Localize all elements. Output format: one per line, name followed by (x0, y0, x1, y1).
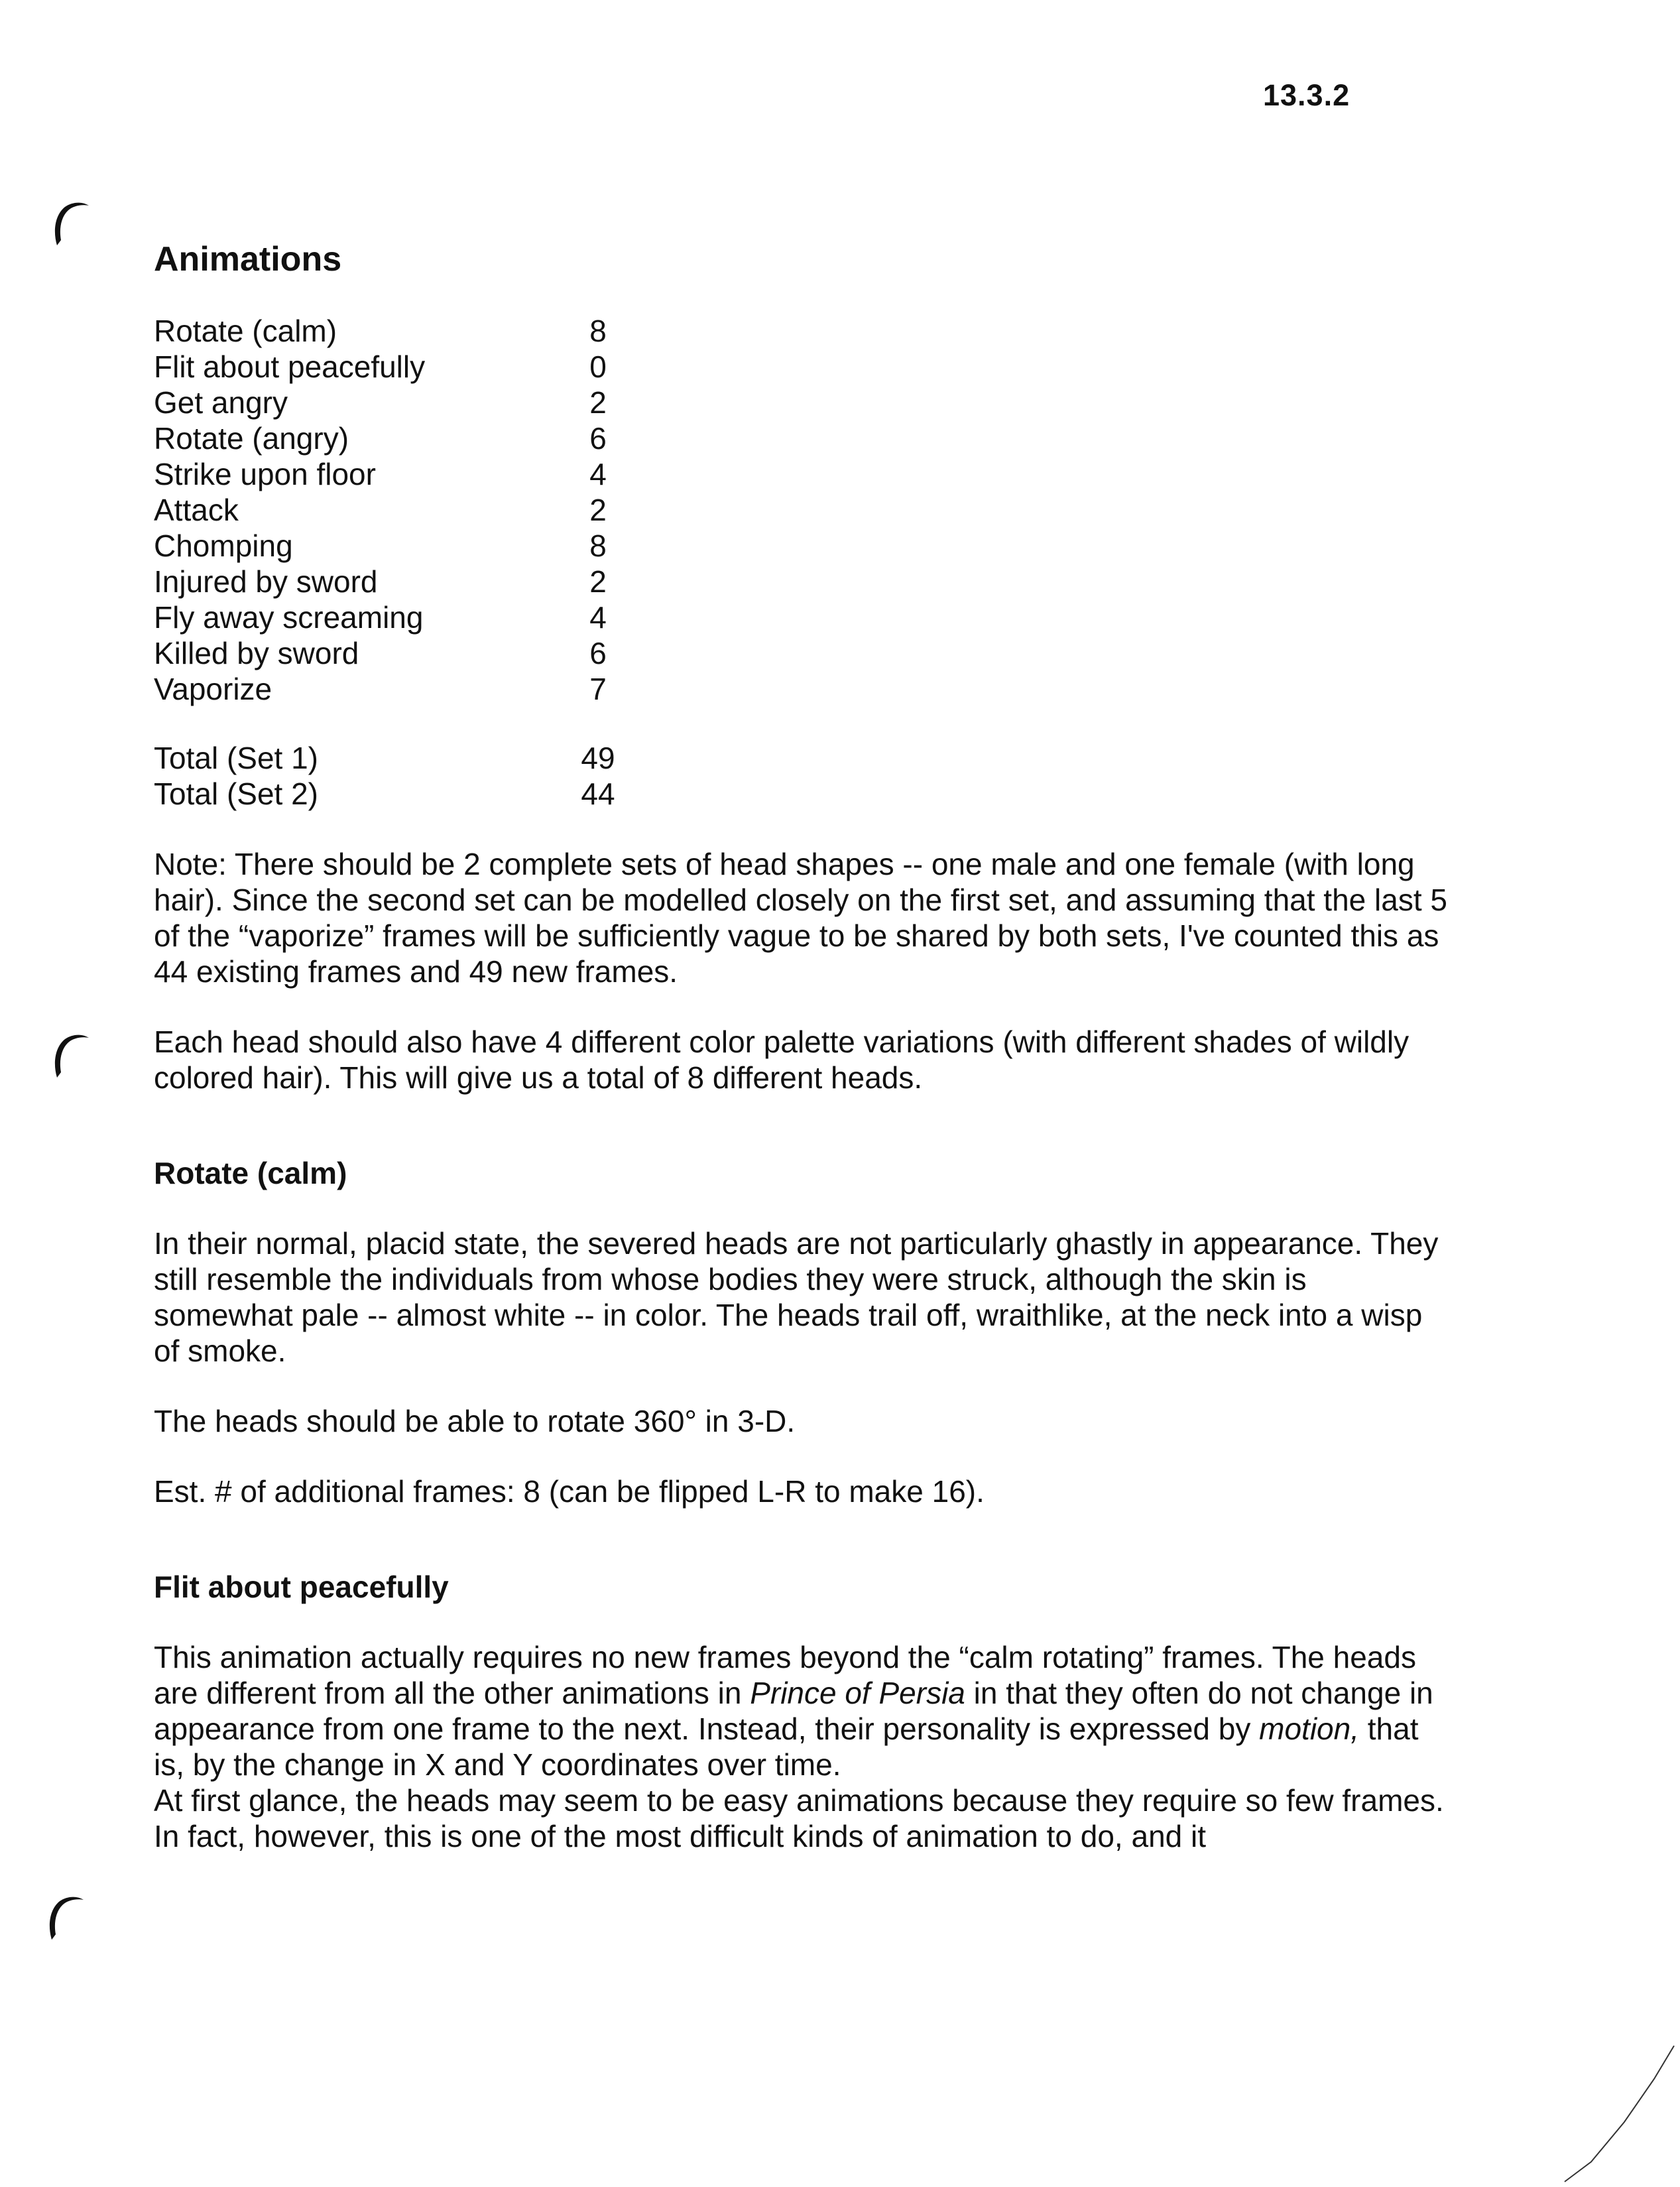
punch-hole-top-icon (52, 199, 91, 249)
punch-hole-middle-icon (52, 1031, 91, 1081)
frame-count: 8 (589, 529, 607, 564)
row-label: Rotate (calm) (154, 314, 337, 349)
corner-pen-stroke-icon (1545, 2042, 1677, 2185)
rotate-calm-frame-estimate: Est. # of additional frames: 8 (can be flipped L-R to make 16). (154, 1474, 985, 1509)
row-label: Vaporize (154, 672, 272, 707)
frame-count: 7 (589, 672, 607, 707)
frame-count: 0 (589, 349, 607, 385)
flit-difficulty-paragraph: At first glance, the heads may seem to be easy animations because they require so few frames. In fact, however, this is one of the most difficult kinds of animation to do, and it (154, 1783, 1444, 1854)
animation-row (154, 564, 618, 599)
row-label: Strike upon floor (154, 457, 376, 492)
animation-row (154, 528, 618, 564)
flit-text-part-a: This animation actually requires no new frames beyond the “calm rotating” frames. The heads are different from all the other animations in (154, 1640, 1416, 1711)
animation-row (154, 349, 618, 385)
animation-row (154, 599, 618, 635)
animation-row (154, 456, 618, 492)
rotate-calm-description: In their normal, placid state, the severed heads are not particularly ghastly in appearance. They still resemble the individuals from whose bodies they were struck, although the skin is somewhat pale -- almost white -- in color. The heads trail off, wraithlike, at the neck into a wisp of smoke. (154, 1226, 1439, 1369)
row-label: Attack (154, 493, 239, 528)
animation-row (154, 492, 618, 528)
total-rows (154, 740, 618, 812)
row-label: Rotate (angry) (154, 421, 349, 456)
animation-row (154, 420, 618, 456)
animation-frames-table (154, 313, 618, 707)
animation-row (154, 385, 618, 420)
frame-count: 6 (589, 636, 607, 671)
punch-hole-bottom-icon (46, 1893, 86, 1943)
row-label: Injured by sword (154, 564, 378, 599)
row-label: Chomping (154, 529, 293, 564)
animation-rows (154, 313, 618, 707)
row-label: Total (Set 2) (154, 777, 318, 812)
frame-count: 44 (581, 777, 615, 812)
animation-row (154, 635, 618, 671)
flit-text-part-b: in that they often do not change in appearance from one frame to the next. Instead, their personality is expressed by (154, 1676, 1433, 1747)
frame-count: 4 (589, 600, 607, 635)
row-label: Total (Set 1) (154, 741, 318, 776)
flit-text-part-c: that is, by the change in X and Y coordinates over time. (154, 1712, 1419, 1782)
game-title-emphasis: Prince of Persia (750, 1676, 965, 1711)
page-number: 13.3.2 (1263, 78, 1350, 112)
row-label: Fly away screaming (154, 600, 424, 635)
totals-table (154, 740, 618, 812)
frame-count: 8 (589, 314, 607, 349)
rotate-calm-heading: Rotate (calm) (154, 1156, 347, 1191)
palette-paragraph: Each head should also have 4 different color palette variations (with different shades of wildly colored hair). This will give us a total of 8 different heads. (154, 1025, 1410, 1095)
total-row (154, 740, 618, 776)
document-body (154, 239, 1480, 1854)
frame-count: 2 (589, 493, 607, 528)
animation-row (154, 671, 618, 707)
rotate-calm-3d-note: The heads should be able to rotate 360° in 3-D. (154, 1404, 796, 1439)
frame-count: 2 (589, 564, 607, 599)
motion-emphasis: motion, (1259, 1712, 1359, 1747)
animation-row (154, 313, 618, 349)
total-row (154, 776, 618, 812)
row-label: Killed by sword (154, 636, 359, 671)
section-title: Animations (154, 240, 342, 279)
frame-count: 4 (589, 457, 607, 492)
flit-heading: Flit about peacefully (154, 1570, 449, 1605)
frame-count: 6 (589, 421, 607, 456)
note-paragraph: Note: There should be 2 complete sets of head shapes -- one male and one female (with long hair). Since the second set can be modelled closely on the first set, and assuming that the last 5 of the “vaporize” frames will be sufficiently vague to be shared by both sets, I've counted this as 44 existing frames and 49 new frames. (154, 847, 1447, 989)
row-label: Get angry (154, 385, 288, 420)
frame-count: 2 (589, 385, 607, 420)
flit-description (154, 1639, 1453, 1782)
frame-count: 49 (581, 741, 615, 776)
row-label: Flit about peacefully (154, 349, 426, 385)
